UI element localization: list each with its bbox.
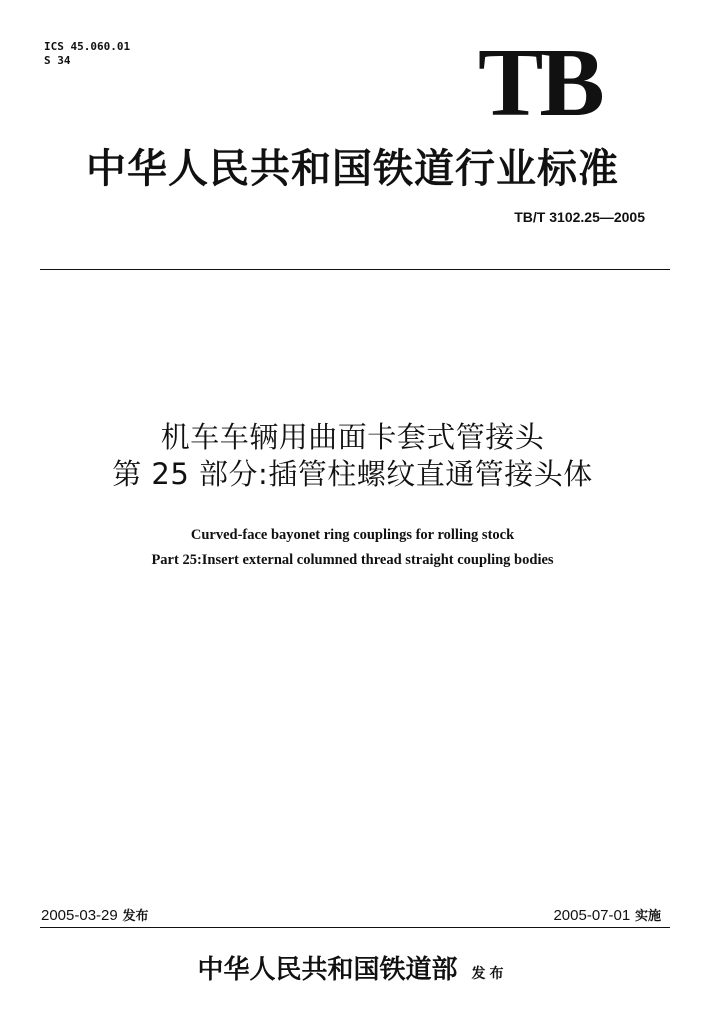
effective-date-block <box>553 905 661 927</box>
effective-label: 实施 <box>634 909 661 924</box>
footer-divider <box>40 927 670 928</box>
publisher-name: 中华人民共和国铁道部 <box>197 955 458 985</box>
issue-date: 2005-03-29 <box>41 907 118 924</box>
ics-code: ICS 45.060.01 <box>44 40 131 53</box>
publisher-block <box>0 953 705 991</box>
english-title-line-1: Curved-face bayonet ring couplings for rolling stock <box>190 527 515 543</box>
class-code: S 34 <box>44 54 71 67</box>
english-title-line-2: Part 25:Insert external columned thread straight coupling bodies <box>151 552 554 568</box>
standard-number: TB/T 3102.25—2005 <box>514 209 645 225</box>
publisher-suffix: 发布 <box>471 966 508 982</box>
effective-date: 2005-07-01 <box>553 907 631 924</box>
chinese-title-line-1: 机车车辆用曲面卡套式管接头 <box>160 420 545 454</box>
issue-date-block <box>41 905 149 927</box>
standard-title: 中华人民共和国铁道行业标准 <box>86 145 619 192</box>
issue-label: 发布 <box>122 909 149 924</box>
classification-codes <box>44 40 130 68</box>
tb-logo: TB <box>478 29 601 137</box>
chinese-title-line-2: 第 25 部分:插管柱螺纹直通管接头体 <box>112 457 593 491</box>
header-divider <box>40 269 670 270</box>
